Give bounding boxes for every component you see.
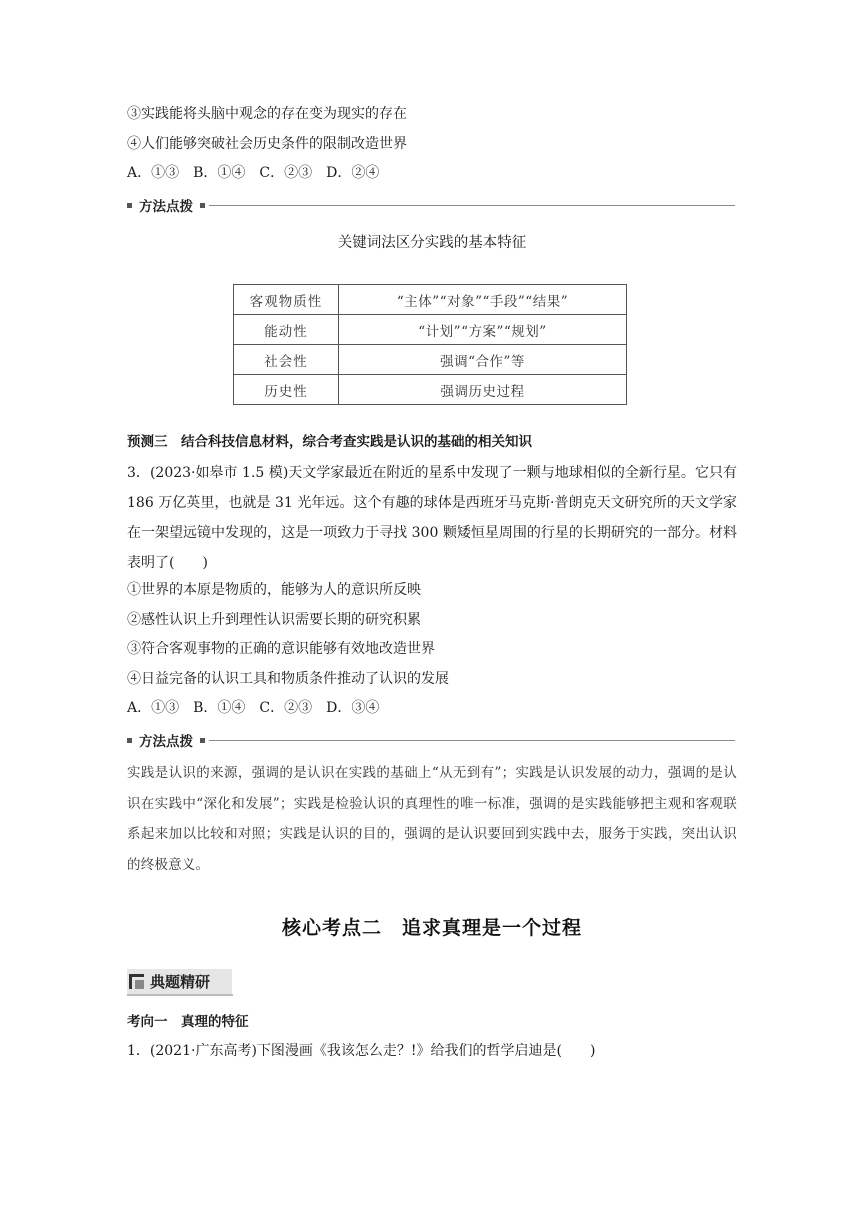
method-tip-header [127,729,735,751]
feature-cell: 历史性 [234,375,339,405]
option-3: ③实践能将头脑中观念的存在变为现实的存在 [127,106,407,122]
divider-line [209,205,735,206]
method-tip-label: 方法点拨 [139,199,193,215]
feature-cell: 社会性 [234,345,339,375]
question-3-answer-choices: A．①③ B．①④ C．②③ D．③④ [127,700,380,716]
table-row [234,375,627,405]
option-4: ④人们能够突破社会历史条件的限制改造世界 [127,136,407,152]
prediction-heading: 预测三 结合科技信息材料，综合考查实践是认识的基础的相关知识 [127,434,532,450]
table-row [234,285,627,315]
tag-label: 典题精研 [150,973,211,991]
answer-choices: A．①③ B．①④ C．②③ D．②④ [127,165,380,181]
tag-underline [127,994,233,996]
method-tip-header [127,194,735,216]
feature-cell: 客观物质性 [234,285,339,315]
direction-heading: 考向一 真理的特征 [127,1014,249,1030]
keywords-cell: “计划”“方案”“规划” [339,315,627,345]
square-bullet-icon [127,738,132,743]
keywords-cell: 强调“合作”等 [339,345,627,375]
method-tip-text: 实践是认识的来源，强调的是认识在实践的基础上“从无到有”；实践是认识发展的动力，强调的是认识在实践中“深化和发展”；实践是检验认识的真理性的唯一标准，强调的是实践能够把主观和客观联系起来加以比较和对照；实践是认识的目的，强调的是认识要回到实践中去，服务于实践，突出认识的终极意义。 [127,765,737,873]
keyword-table [233,284,627,405]
feature-cell: 能动性 [234,315,339,345]
square-bullet-icon [200,203,205,208]
flag-icon [129,974,144,989]
keywords-cell: “主体”“对象”“手段”“结果” [339,285,627,315]
divider-line [209,740,735,741]
section-title: 核心考点二 追求真理是一个过程 [281,917,582,939]
question-3-option-4: ④日益完备的认识工具和物质条件推动了认识的发展 [127,671,449,687]
table-title: 关键词法区分实践的基本特征 [337,235,527,251]
table-row [234,315,627,345]
question-3-option-2: ②感性认识上升到理性认识需要长期的研究积累 [127,612,421,628]
table-row [234,345,627,375]
square-bullet-icon [200,738,205,743]
square-bullet-icon [127,203,132,208]
section-tag [127,969,232,994]
method-tip-label: 方法点拨 [139,734,193,750]
question-3-text: 3．(2023·如皋市 1.5 模)天文学家最近在附近的星系中发现了一颗与地球相似的全新行星。它只有 186 万亿英里，也就是 31 光年远。这个有趣的球体是西班牙马克斯·普朗克天文研究所的天文学家在一架望远镜中发现的，这是一项致力于寻找 300 颗矮恒星周围的行星的长期研究的一部分。材料表明了( ) [127,465,737,571]
question-1-text: 1．(2021·广东高考)下图漫画《我该怎么走？!》给我们的哲学启迪是( ) [127,1043,596,1059]
question-3-option-3: ③符合客观事物的正确的意识能够有效地改造世界 [127,641,435,657]
question-3-option-1: ①世界的本原是物质的，能够为人的意识所反映 [127,582,421,598]
keywords-cell: 强调历史过程 [339,375,627,405]
